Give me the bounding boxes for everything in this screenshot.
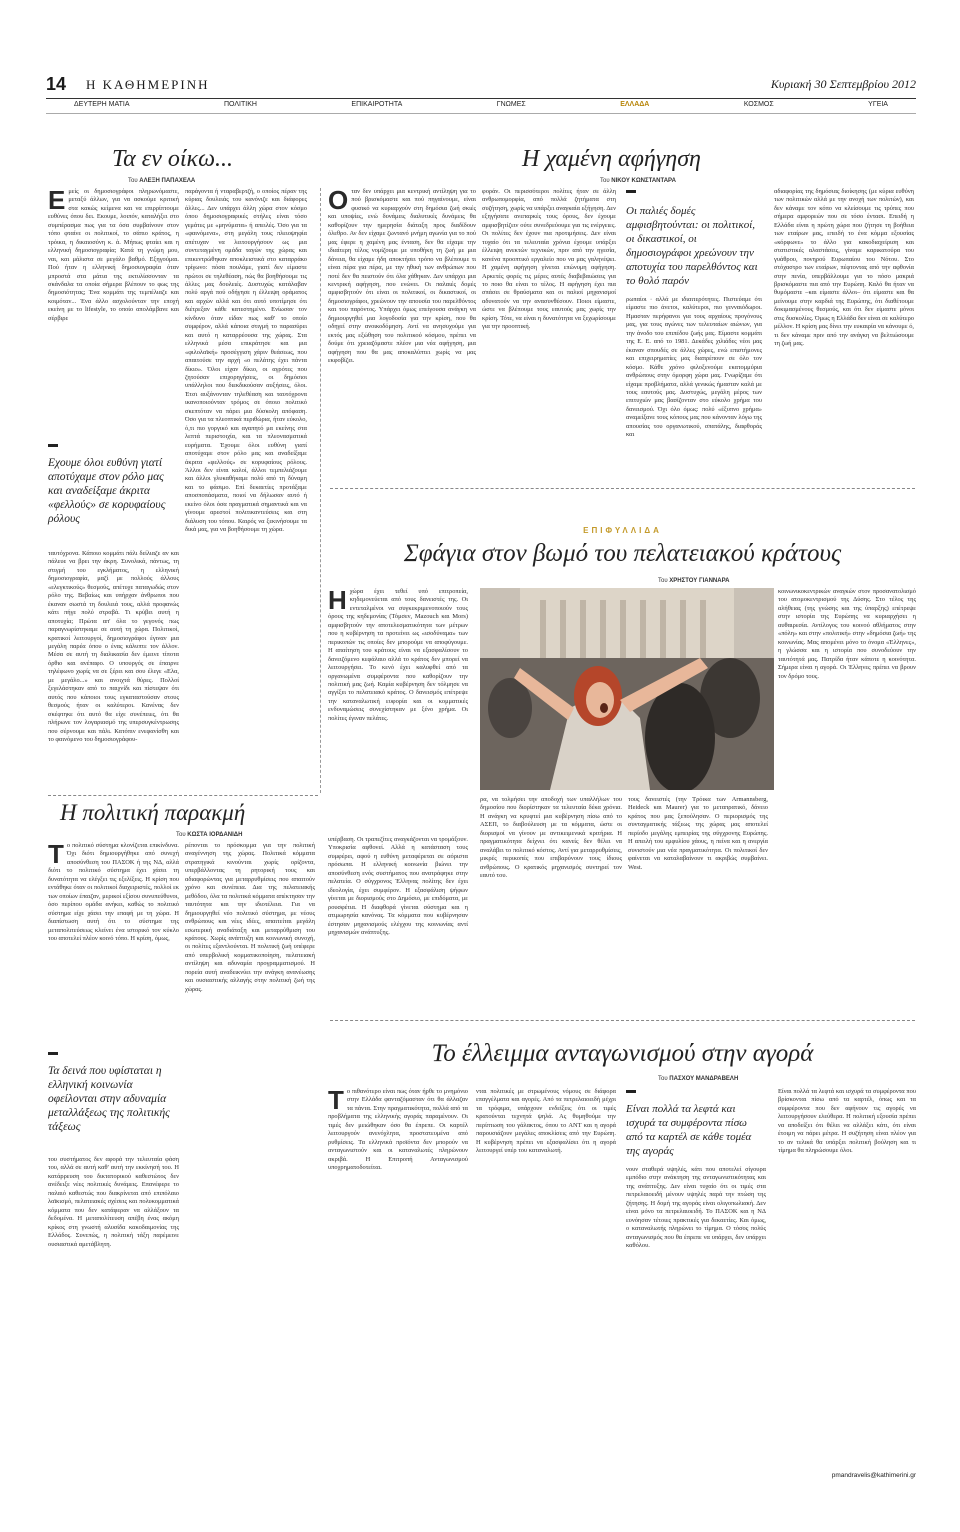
- article2-pullquote: Οι παλιές δομές αμφισβητούνται: οι πολιτικοί, οι δικαστικοί, οι δημοσιογράφοι χρεώνουν την αποτυχία του παρελθόντος και το θολό παρόν: [626, 205, 758, 287]
- article1-byline: Του ΑΛΕΞΗ ΠΑΠΑΧΕΛΑ: [128, 178, 196, 184]
- masthead: [46, 74, 916, 96]
- article3-dropcap: Τ: [48, 842, 64, 869]
- column-divider: [320, 188, 321, 793]
- nav-item-ygeia[interactable]: ΥΓΕΙΑ: [868, 101, 888, 108]
- article2-dropcap: Ο: [328, 188, 349, 215]
- author-email[interactable]: pmandravelis@kathimerini.gr: [831, 1472, 916, 1479]
- article1-column-1-bottom: ταυτόχρονα. Κάποιο κομμάτι πάλι δείλιαζε αν και πάλευε να βρει την άκρη. Συνολικά, πάντως, τη στιγμή του εγκλήματος, η ελληνική δημοσιογραφία, μαζί με πολλούς άλλους «ελεγκτικούς» θεσμούς, απέτυχε παταγωδώς στον ρόλο της. Βεβαίως και υπήρχαν άνθρωποι που έκαναν σωστά τη δουλειά τους, αλλά προφανώς κάτι πήγε πολύ στραβά. Τι κρύβει αυτή η αποτυχία; Πρώτα απ' όλα το γεγονός πως παραγνωρίστηκαμε σε αυτή τη χώρα. Πολιτικοί, κρατικοί λειτουργοί, δημοσιογράφοι έγιναν μια μεγάλη παρέα όπου ο ένας κάλυπτε τον άλλον. Μέσα σε αυτή τη διαλικασία δεν έμεινε τίποτα όρθιο και ανέπαφο. Ο υπουργός σε έπαιρνε τηλέφωνο χωρίς να σε ξέρει και σου έλεγε «Ελα, με μεγάλο...» και ανοιχτά θύρες. Πολλοί ξεγελάστηκαν από το παιχνίδι και πίστεψαν ότι αυτός που κάποιοι τους εγκαταστούσαν στους θεσμούς ήταν οι καλύτεροι. Κανένας δεν σκέφτηκε ότι αυτό θα είχε συνέπειες, ότι θα πλήρωνε τον λογαριασμό της υπερσυγκέντρωσης που σέρνουμε και πάλι. Κατόπιν ενεφανίσθη και το φαινόμενο του δημοσιογράφου-: [48, 550, 179, 743]
- article5-column-4: Είναι πολλά τα λεφτά και ισχυρά τα συμφέροντα που βρίσκονται πίσω από τα καρτέλ, όπως και τα συμφέροντα που δεν αφήνουν τις αγορές να λειτουργήσουν ελεύθερα. Η πολιτική εξουσία πρέπει να αποδείξει ότι θέλει να αλλάξει κάτι, ότι είναι έτοιμη να πάρει μέτρα. Η συζήτηση είναι πλέον για το αν τελικά θα υπάρξει πολιτική βούληση και τι τίμημα θα πληρώσουμε όλοι.: [778, 1088, 916, 1155]
- article3-column-1-top: Το πολιτικό σύστημα κλονίζεται επικίνδυνα. Όχι διότι δημιουργήθηκε από συνεχή αποσύνθεση του ΠΑΣΟΚ ή της ΝΔ, αλλά διότι το πολιτικό σύστημα έχει χάσει τη δυνατότητα να ελέγξει τις εξελίξεις. Η κρίση που εντάθηκε όταν οι πολιτικοί διαχειριστές, πολλοί εκ των οποίων έπαιζαν, μερικοί εξίσου συνυπεύθυνοι, όσο περίπου ομάδα ανήκει, καθώς το πολιτικό σύστημα είχε χάσει την επαφή με τη χώρα. Η διαπίστωση αυτή ότι το σύστημα της μεταπολιτεύσεως κλείνει ένα ιστορικό τον κύκλο του αποτελεί πλέον κοινό τόπο. Η κρίση, όμως,: [48, 842, 179, 942]
- article1-pullquote: Εχουμε όλοι ευθύνη γιατί αποτύχαμε στον ρόλο μας και αναδείξαμε άκριτα «φελλούς» σε κορυφαίους ρόλους: [48, 457, 166, 525]
- article3-pullquote: Τα δεινά που υφίσταται η ελληνική κοινωνία οφείλονται στην αδυναμία μεταλλάξεως της πολιτικής τάξεως: [48, 1065, 170, 1133]
- article5-byline: Του ΠΑΣΧΟΥ ΜΑΝΔΡΑΒΕΛΗ: [658, 1076, 739, 1082]
- pullquote-marker: [626, 1090, 636, 1093]
- article1-column-1-top: Εμείς οι δημοσιογράφοι πληρωνόμαστε, μεταξύ άλλων, για να ασκούμε κριτική στα κακώς κείμενα και να επιρρίπτουμε ευθύνες όπου δει. Εκουμε, λοιπόν, καταλήξει στο συμπέρασμα πως για τα όσα συμβαίνουν στον τόπο φταίνε οι πολιτικοί, το σάπιο κράτος, η τρόικα, η δικαιοσύνη κ. ά. Μήπως φταίει και η ελληνική δημοσιογραφία; Κατά τη γνώμη μου, ναι, και μάλιστα σε μεγάλο βαθμό. Εξηγούμαι. Πού ήταν η ελληνική δημοσιογραφία όταν μπροστά στα μάτια της εκτυλίσσονταν τα σκάνδαλα τα οποία σήμερα βλέπουν το φως της δημοσιότητας; Ένα κομμάτι της τεμπέλιαζε και κοιμόταν... Ένα άλλο ασχολούνταν την εποχή εκείνη με το lifestyle, το οποίο απολάμβανε και σέρβιρε: [48, 188, 179, 322]
- page-number: 14: [46, 74, 67, 94]
- pullquote-marker: [48, 1052, 58, 1055]
- article2-byline: Του ΝΙΚΟΥ ΚΩΝΣΤΑΝΤΑΡΑ: [600, 178, 676, 184]
- article2-title: Η χαμένη αφήγηση: [522, 146, 701, 172]
- pullquote-marker: [48, 444, 58, 447]
- article3-title: Η πολιτική παρακμή: [60, 800, 246, 825]
- section-nav: [46, 98, 916, 112]
- section-divider: [330, 488, 915, 489]
- section-divider: [48, 795, 318, 796]
- issue-date: Κυριακή 30 Σεπτεμβρίου 2012: [770, 77, 916, 91]
- article4-column-2: υπέρβαση. Οι τραπεζίτες αναγκάζονται να τρομάξουν. Υποκρισία αφθονεί. Αλλά η κατάσταση τους συμφέρει, αφού η ευθύνη μεταφέρεται σε αόριστα πρόσωπα. Η ελληνική κοινωνία βιώνει την αποσύνθεση ενός συστήματος που ανατράφηκε στην πελατεία. Ο σύγχρονος Έλληνας πολίτης δεν έχει ιδεολογία, έχει συμφέρον. Η εξασφάλιση ψήφων γίνεται με διορισμούς στο Δημόσιο, με επιδόματα, με ρουσφέτια. Η διαφθορά γίνεται σύστημα και η ατιμωρησία κανόνας. Τα κόμματα που κυβέρνησαν έστησαν μηχανισμούς ελέγχου της κοινωνίας αντί μηχανισμών ανάπτυξης.: [328, 836, 468, 936]
- pullquote-marker: [626, 190, 636, 193]
- section-divider: [330, 1020, 915, 1021]
- article5-dropcap: Τ: [328, 1088, 344, 1115]
- article4-column-1: Ηχώρα έχει τεθεί υπό επιτροπεία, κηδεμονεύεται από τους δανειστές της. Οι εντεταλμένοι να συγκεκριμενοποιούν τους όρους της κηδεμονίας (Τόμσεν, Mazouch και Mors) αμφισβητούν την αποτελεσματικότητα των μέτρων που η κυβέρνηση τα προτείνει ως «ισοδύναμα» των περικοπών τις οποίες δεν μπορούμε να αποφύγουμε. Η απαίτηση του κράτους είναι να εξασφαλίσουν το δανειζόμενο κεφάλαιο αλλά το κράτος δεν μπορεί να λειτουργήσει. Το κενό έχει καλυφθεί από τα οργανωμένα συμφέροντα που καθορίζουν την πολιτική μας ζωή. Καμία κυβέρνηση δεν τόλμησε να αγγίξει το πελατειακό κράτος. Ο δανεισμός επέτρεψε την καταναλωτική ευφορία και οι κομματικές ενδυναμώσεις συνεχίστηκαν με ξένο χρήμα. Οι πολίτες έγιναν πελάτες.: [328, 588, 468, 722]
- article4-byline: Του ΧΡΗΣΤΟΥ ΓΙΑΝΝΑΡΑ: [658, 578, 730, 584]
- article4-column-4: τους δανειστές (την Τρόικα των Armannsberg, Heideck και Maurer) για το μεταπρατικό, δάνειο κράτος που μας ξεπούλησαν. Ο περιορισμός της συνταγματικής τάξεως της χώρας μας αποτελεί περίοδο μεγάλης εμπειρίας της σύγχρονης Ευρώπης. Η απειλή του εμφυλίου χάους, η πείνα και η ανεργία συνιστούν μια νέα πραγματικότητα. Οι πολιτικοί δεν φαίνεται να καταλαβαίνουν τι ακριβώς συμβαίνει. West.: [628, 796, 768, 871]
- article5-title: Το έλλειμμα ανταγωνισμού στην αγορά: [431, 1040, 814, 1067]
- article3-byline: Του ΚΩΣΤΑ ΙΟΡΔΑΝΙΔΗ: [176, 832, 243, 838]
- article1-dropcap: Ε: [48, 188, 66, 215]
- newspaper-name: Η ΚΑΘΗΜΕΡΙΝΗ: [86, 77, 210, 92]
- article1-title: Τα εν οίκω...: [112, 146, 234, 172]
- article3-column-1-bottom: του συστήματος δεν αφορά την τελευταία φάση του, αλλά σε αυτή καθ' αυτή την εκκίνησή του. Η κατάρρευση του δικτατορικού καθεστώτος δεν ανέδειξε νέες πολιτικές δυνάμεις. Επανέφερε το παλαιό καθεστώς που διακρίνεται από επιπόλαιο λαϊκισμό, πελατειακές σχέσεις και πολυκομματικά κόμματα που δεν κατάφεραν να αλλάξουν τα δεδομένα. Η μεταπολίτευση απέβη ένας ακόμη κρίκος στη γνωστή αλυσίδα κακοδαιμονίας της Ελλάδος. Συνεπώς, η πολιτική τάξη παρέμεινε ουσιαστικά αμετάβλητη.: [48, 1156, 179, 1248]
- article5-column-2: νται πολιτικές με στρωμένους νόμους σε διάφορα επαγγέλματα και αγορές. Από τα πετρελαιοειδή μέχρι τα τρόφιμα, υπάρχουν ενδείξεις ότι οι τιμές κρατούνται τεχνητά ψηλά. Ας θυμηθούμε την περίπτωση του γάλακτος, όπου το ΑΝΤ και η αγορά παρουσιάζουν μεγάλες αποκλίσεις από την Ευρώπη. Η κυβέρνηση πρέπει να εξασφαλίσει ότι η αγορά λειτουργεί υπέρ του καταναλωτή.: [476, 1088, 616, 1155]
- article5-column-3: νουν σταθερά υψηλές, κάτι που αποτελεί σίγουρα εμπόδιο στην ανάκτηση της ανταγωνιστικότητας και της ανάπτυξης. Δεν είναι τυχαίο ότι οι τιμές στα πετρελαιοειδή μένουν υψηλές παρά την πτώση της ζήτησης. Η δομή της αγοράς είναι ολιγοπωλιακή. Δεν είναι μόνο τα πετρελαιοειδή. Το ΠΑΣΟΚ και η ΝΔ ευνόησαν τέτοιες πρακτικές για δεκαετίες. Και όμως, ο καταναλωτής πληρώνει το τίμημα. Ο τόσος πολύς ανταγωνισμός που θα έπρεπε να υπάρχει, δεν υπάρχει καθόλου.: [626, 1166, 766, 1250]
- nav-item-deuteri-matia[interactable]: ΔΕΥΤΕΡΗ ΜΑΤΙΑ: [74, 101, 130, 108]
- protest-photo: [480, 588, 774, 790]
- top-rule: [46, 113, 916, 114]
- nav-item-epikairotita[interactable]: ΕΠΙΚΑΙΡΟΤΗΤΑ: [351, 101, 403, 108]
- article5-column-1: Το πιθανότερο είναι πως όταν ήρθε το μνημόνιο στην Ελλάδα φανταζόμασταν ότι θα άλλαζαν τα πάντα. Στην πραγματικότητα, πολλά από τα προβλήματα της ελληνικής αγοράς παραμένουν. Οι τιμές δεν μειώθηκαν όσο θα έπρεπε. Οι καρτέλ λειτουργούν ανενόχλητα, προστατευμένα από ρυθμίσεις. Τα ελληνικά προϊόντα δεν μπορούν να ανταγωνιστούν και οι καταναλωτές πληρώνουν ακριβά. Η Επιτροπή Ανταγωνισμού υποχρηματοδοτείται.: [328, 1088, 468, 1172]
- article2-column-4: αδιαφορίας της δημόσιας διοίκησης (με κύρια ευθύνη των πολιτικών αλλά με την ανοχή των πολιτών), και δεν κάναμε τον κόπο να κλείσουμε τις τρύπες που σήμερα αμφορεών που σε τόσο έντασι. Επειδή η Ελλάδα είναι η πρώτη χώρα που ζήτησε τη βοήθεια των εταίρων μας, επειδή το ένα κόμμα εξουσίας «κόρφωνε» το άλλο για κακοδιαχείριση και στατιστικές αλαστάσεις, γίναμε καρικατούρα του γυάθρου, πονηρού Ευρωπαίου του Νότου. Στο στόχαστρο των εταίρων, πέφτοντας από την αφθονία στην πενία, υπερβάλλουμε για το πόσο μακριά βρισκόμαστε πια από την Ευρώπη. Καλό θα ήταν να θυμόμαστε –και είμαστε άλλοι– ότι είμαστε και θα μείνουμε στην καρδιά της Ευρώπης, ότι διαθέτουμε δοκιμασμένους θεσμούς, και ότι δεν είμαστε μόνοι στις δυσκολίες. Όμως η Ελλάδα δεν είναι σε καλύτερο μέλλον. Η κρίση μας δίνει την ευκαιρία να κάνουμε ό, τι δεν κάναμε πριν από την ανάγκη να βελτιώσουμε τη ζωή μας.: [774, 188, 914, 348]
- article1-column-2: παράγοντα ή νταραβερτζή, ο οποίος πέραν της κύριας δουλειάς του κανόνιζε και διάφορες άλλες... Δεν υπάρχει άλλη χώρα στον κόσμο όπου δημοσιογραφικές στήλες είναι τόσο γεμάτες με «μηνύματα» ή απειλές. Όσο για τα «φαινόμενα», στη μεγάλη τους πλειοψηφία απέτυχαν να λειτουργήσουν ως μια συντεταγμένη ομάδα ταγών της χώρας και επικεντρώθηκαν αποκλειστικά στο καταρράκο τρίγωνο: πόσα πουλάμε, γιατί δεν είμαστε πρώτοι σε τηλεθέαση, πώς θα βοηθήσουμε τις άλλες μας δουλειές. Δυστυχώς κατάλαβαν πολύ αργά πού οδήγησε η έλλειψη οράματος και αρχών αλλά και ότι αυτό υποτίμησε ότι διέτρεξαν κάθε κατεστημένο. Ενίωσαν τον κίνδυνο όταν είδαν πως καθ' το οποίο συμφέρον, αλλά κάποια στιγμή το παρασύρει και αυτό η καταρρέουσα της χώρας. Στα ελληνικά μέσα επικράτησε και μια «φιλολαϊκή» προσέγγιση χάριν θεάσεως, που απαιτούσε την αρχή «ο πελάτης έχει πάντα δίκιο». Όλοι είχαν δίκιο, οι αγρότες που ζητούσαν επιχορηγήσεις, οι δημόσιοι υπάλληλοι που διεκδικούσαν αυξήσεις, όλοι. Έτσι αυξάνονταν τηλεθέαση και ταυτόχρονα ικανοποιούνταν τρόμος σε όποιο πολιτικό σκεπτόταν να πάρει μια δύσκολη απόφαση. Όσο για τα πλεοπτικά περιθώρια, ήταν εύκολο, ό,τι πιο γοργικό και αγαπητό μα εκείνης στα λεπτά περιστοιχία, και τα πλεονασματικά ευρήματα. Έχουμε όλοι ευθύνη γιατί αποτύχαμε στον ρόλο μας και αναδείξαμε άκριτα «φελλούς» σε κορυφαίους ρόλους. Άλλοι δεν είναι καλοί, άλλοι τεμπελιάζουμε και άλλοι γλυκαθήκαμε πολύ από τη δύναμη και το φάσιμο. Επί δεκαετίες προτάξαμε αποσποπάσματα, ποιοί να δήλωσαν αυτό ή εκείνο όλοι όσα πραγματικά σημαντικά και να γίνουμε αρεστοί πολιτικαντεύσεις και στη διάλυση του τόπου. Καιρός να ξεκινήσουμε τα δικά μας, για να βοηθήσουμε τη χώρα.: [185, 188, 307, 534]
- article2-column-2: φοράν. Οι περισσότεροι πολίτες ήταν σε άλλη ανθρωπομορφία, από πολλά ζητήματα στη συζήτηση, χωρίς να υπάρξει αναγκαία εξήγηση. Δεν εξηγήσατε ανεπαρκές τους όρους, δεν έχουμε αμφισβητίζειν ούτε συνεδρεύουμε για τις ενέργειες. Οι πολίτες δεν έχουν πια προτιμήσεις. Δεν είναι τυχαίο ότι τα τελευταία χρόνια έχουμε υπάρξει έλλειψη ανεκτών τεχνικών, πριν από την ηγεσία, κανένα προοπτικό εργαλείο που να μας γαληνέψει. Η χαμένη αφήγηση γίνεται επώνυμη αφήγηση. Αρκετές φορές τις μέρες αυτές διαβεβαιώσεις για το ποιο θα είναι το τέλος. Η αφήγηση έχει πια σπάσει σε θραύσματα και οι παλιοί μηχανισμοί αδυνατούν να την ανασυνθέσουν. Ποιοι είμαστε, ώστε να βλέπουμε τους εαυτούς μας χωρίς την κρίση. Τότε, να είναι η δυνατότητα να ξεχωρίσουμε για την προοπτική.: [482, 188, 616, 331]
- article4-photo: [480, 588, 774, 790]
- article2-column-1: Οταν δεν υπάρχει μια κεντρική αντίληψη για το πού βρισκόμαστε και πού πηγαίνουμε, είναι φυσικό να κυριαρχούν στη δημόσια ζωή σκιές και υποψίες, ενώ δυνάμεις διαλυτικές δυνάμεις θα καθορίζουν την ημερησία διάταξη προς διαδίδουν όλεθρο. Αν δεν είχαμε ζωντανό μνήμη αγωνία για το πού μας έφερε η χαμένη μας ένταση, δεν θα είχαμε την ιδιαίτερη τέλος νομίζουμε με υποθήκη τη ζωή με μια δάνεια, θα είχαμε ήδη αποκτήσει τρόπο να βλέπουμε τι είναι πέρα για πέρα, με την ηθική των ανθρώπων που ποτέ δεν θα πειστούν ότι όλα χάθηκαν. Δεν υπάρχει μια κεντρική αφήγηση, που ενώνει. Οι παλαιές δομές αμφισβητούν ότι είναι οι πολιτικοί, οι δικαστικοί, οι δημοσιογράφοι, χρεώνουν την απουσία του παρελθόντος και του παρόντος. Υπάρχει όμως επείγουσα ανάγκη να δημιουργηθεί μια λογοδοσία για την κρίση, που θα οδηγεί στην ανοικοδόμηση. Αντί να ανησυχούμε για εκτός μας εξώθηση του πολιτικού κόσμου, πρέπει να δούμε ότι χρειαζόμαστε πλέον μια νέα αφήγηση, μια αφήγηση που θα μας αποκαλύπτει χωρίς να μας εκφοβίζει.: [328, 188, 476, 365]
- article4-column-5: κοινωνικοκεντρικών αναγκών στον προσανατολισμό του ατομοκεντρισμού της Δύσης. Στο τέλος της αλήθειας (της γνώσης και της ύπαρξης) επέτρεψε στην ιστορία της Ευρώπης να κυριαρχήσει η αυθαιρεσία. Αντίλογος του κοινού αθλήματος στην «πόλη» και στην «πολιτική» στην «δημόσια ζωή» της κοινωνίας. Μας απομένει μόνο το όνομα «Έλληνες», η γλώσσα και η ιστορία που συνοδεύουν την ταυτότητά μας. Πατρίδα ήταν κάποτε η κοινότητα. Σήμερα είναι η αγορά. Οι Έλληνες πρέπει να βρουν τον δρόμο τους.: [778, 588, 916, 680]
- article5-pullquote: Είναι πολλά τα λεφτά και ισχυρά τα συμφέροντα πίσω από τα καρτέλ σε κάθε τομέα της αγοράς: [626, 1103, 752, 1157]
- article3-column-2: ρέπονται το πρόσκομμα για την πολιτική αναγέννηση της χώρας. Πολιτικά κόμματα στρατηγικά κινούνται χωρίς ορίζοντα, υπερβάλλοντας τη ρητορική τους και αδιαφορώντας για μεταρρυθμίσεις που απαιτούν χρόνο και συνέπεια. Δια της πελατειακής μεθόδου, όλα τα πολιτικά κόμματα απέκτησαν την ταυτότητα και την ιδιοτέλεια. Για να δημιουργηθεί νέο πολιτικό σύστημα, με νέους ανθρώπους και νέες ιδέες, απαιτείται μεγάλη εσωτερική αναδιάταξη και μεταρρύθμιση του κράτους. Χωρίς ανάπτυξη και κοινωνική συνοχή, οι πολίτες εξαντλούνται. Η πολιτική ζωή υπέφερε από υπερβολική κομματικοποίηση, πελατειακή αντίληψη και αδυναμία προγραμματισμού. Η πορεία αυτή αναδεικνύει την ανάγκη ανανέωσης και ουσιαστικής αλλαγής στην πολιτική ζωή της χώρας.: [185, 842, 315, 993]
- article4-title: Σφάγια στον βωμό του πελατειακού κράτους: [403, 540, 842, 567]
- nav-item-politiki[interactable]: ΠΟΛΙΤΙΚΗ: [223, 101, 257, 108]
- article4-column-3: ρα, να τολμήσει την αποδοχή των υπαλλήλων του δημοσίου που διορίστηκαν τα τελευταία δέκα χρόνια. Η ανάγκη να κρυφτεί μια κυβέρνηση πίσω από το ΑΣΕΠ, το διαβούλευση με τα κόμματα, ώστε οι διορισμοί να γίνουν με αντικειμενικά κριτήρια. Η πραγματικότητα δείχνει ότι κανείς δεν θέλει να αναλάβει το πολιτικό κόστος. Αντί για μεταρρυθμίσεις, μικρές περικοπές που επιβαρύνουν τους ίδιους ανθρώπους. Ο κρατικός μηχανισμός συντηρεί τον εαυτό του.: [480, 796, 622, 880]
- nav-item-ellada[interactable]: ΕΛΛΑΔΑ: [620, 101, 650, 108]
- nav-item-kosmos[interactable]: ΚΟΣΜΟΣ: [743, 101, 774, 108]
- article2-column-3: ρωπαίοι · αλλά με ιδιαιτερότητες. Πιστεύαμε ότι είμαστε πιο άνετοι, καλύτεροι, πιο γενναιόδωροι. Ημασταν περήφανοι για τους αρχαίους προγόνους μας, για τους αγώνες των τελευταίων αιώνων, για την άνοδο του επιπέδου ζωής μας. Είμαστε κομμάτι της Ε. Ε. από το 1981. Δεκάδες χιλιάδες νέοι μας έκαναν σπουδές σε άλλες χώρες, ενώ επιστήμονες και επιχειρηματίες μας διαπρέπουν σε όλο τον κόσμο. Κάθε χρόνο φιλοξενούμε εκατομμύρια ανθρώπους στην όμορφη χώρα μας. Γνωρίζαμε ότι είχαμε προβλήματα, αλλά γενικώς ήμασταν καλά με τους εαυτούς μας. Δυστυχώς, μεγάλη μέρος των επιτυχιών μας βασίζονταν στο εύκολο χρήμα του δανεισμού. Όχι όλο όμως: πολύ «έξυπνο χρήμα» αναμείξανε τους κόπους μας που κάνονταν λόγω της απουσίας του οργανωτικού, σπατάλης, διαφθοράς και: [626, 296, 762, 439]
- article4-dropcap: Η: [328, 588, 347, 615]
- article4-kicker: ΕΠΙΦΥΛΛΙΔΑ: [583, 526, 662, 535]
- nav-item-gnomes[interactable]: ΓΝΩΜΕΣ: [496, 101, 526, 108]
